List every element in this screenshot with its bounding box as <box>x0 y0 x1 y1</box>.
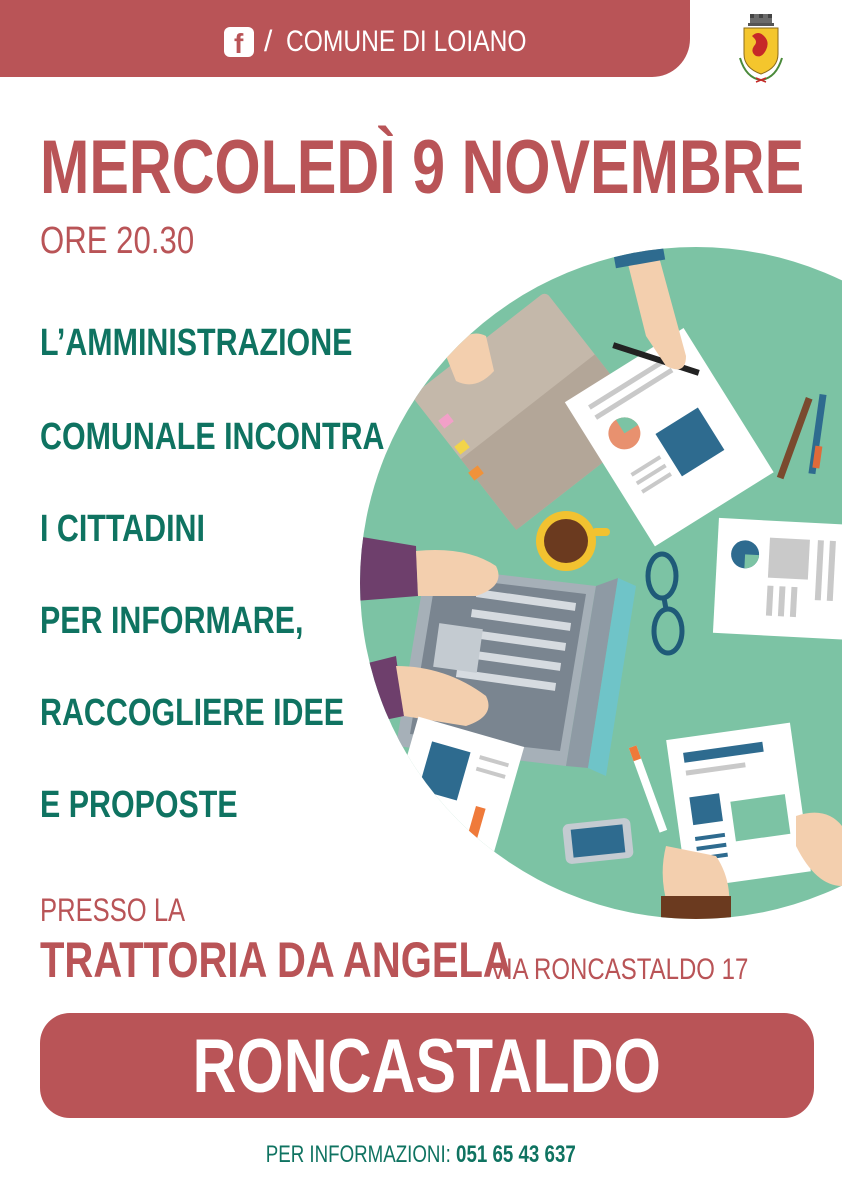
town-banner <box>40 1013 814 1118</box>
town-name: RONCASTALDO <box>192 1024 662 1109</box>
body-line-2: COMUNALE INCONTRA <box>40 416 385 458</box>
info-label: PER INFORMAZIONI: <box>265 1141 452 1168</box>
meeting-illustration <box>356 246 842 926</box>
facebook-icon[interactable]: f <box>224 27 254 57</box>
event-time: ORE 20.30 <box>40 220 195 262</box>
body-line-3: I CITTADINI <box>40 508 205 550</box>
body-line-6: E PROPOSTE <box>40 784 238 826</box>
location-intro: PRESSO LA <box>40 892 186 928</box>
body-line-1: L’AMMINISTRAZIONE <box>40 322 353 364</box>
info-footer <box>0 1140 842 1170</box>
municipal-crest <box>736 12 786 84</box>
event-date: MERCOLEDÌ 9 NOVEMBRE <box>40 125 805 210</box>
venue-address: VIA RONCASTALDO 17 <box>490 953 749 986</box>
header-bar <box>0 0 690 77</box>
venue-name: TRATTORIA DA ANGELA <box>40 932 512 988</box>
info-phone[interactable]: 051 65 43 637 <box>456 1141 577 1168</box>
body-line-4: PER INFORMARE, <box>40 600 304 642</box>
header-separator: / <box>264 25 273 58</box>
body-line-5: RACCOGLIERE IDEE <box>40 692 345 734</box>
facebook-page-name[interactable]: COMUNE DI LOIANO <box>286 25 527 58</box>
chart-document-icon <box>713 518 842 640</box>
